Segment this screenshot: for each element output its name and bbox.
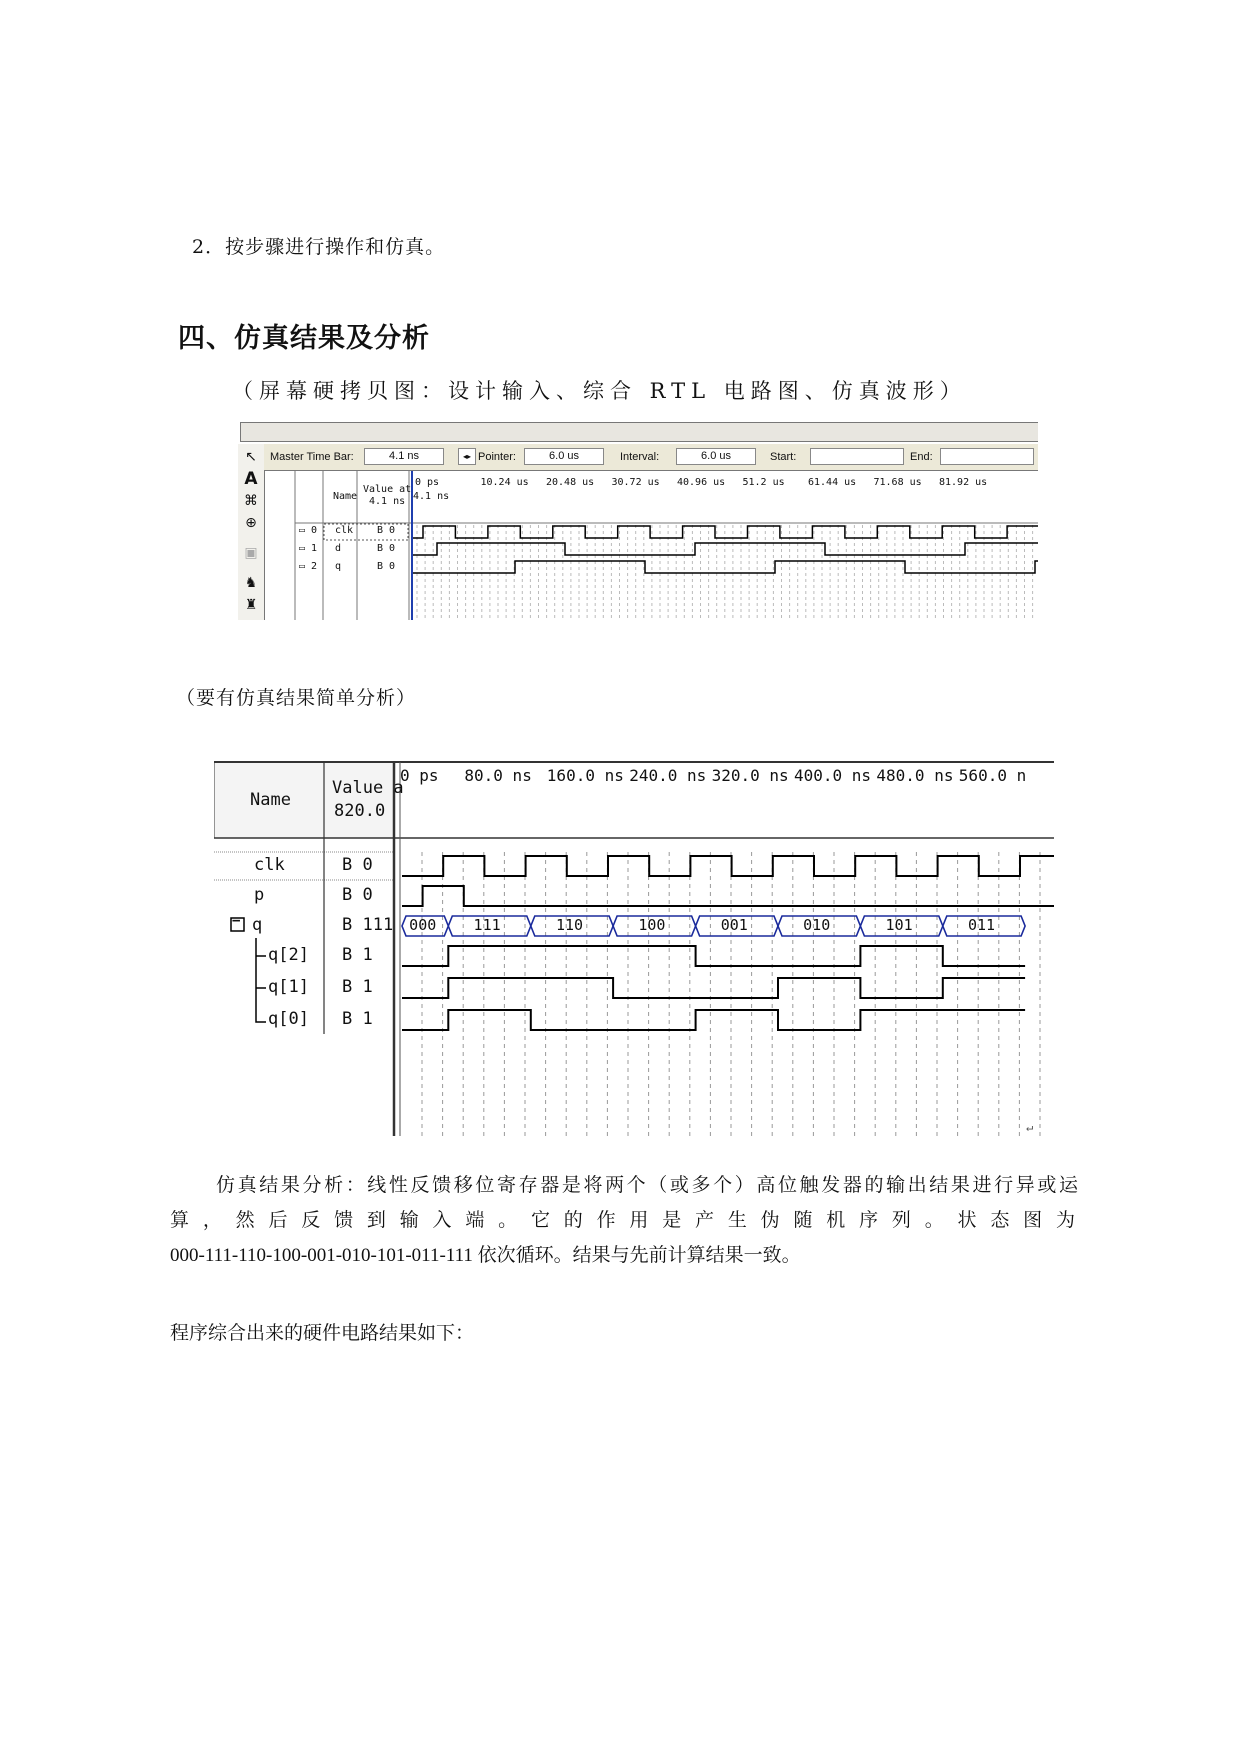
analysis-line-3: 000-111-110-100-001-010-101-011-111 依次循环。结果与先前计算结果一致。 [170,1245,801,1266]
clk-waveform [413,526,1038,538]
time-tick-label: 20.48 us [546,477,595,488]
signal-type-icon: ▭ [299,525,306,536]
time-tick-label: 51.2 us [742,477,785,488]
signal-value: B 0 [377,543,396,554]
header-panel [214,762,394,838]
pointer-field[interactable]: 6.0 us [524,448,604,465]
value-column-header-2: 820.0 [334,801,386,821]
signal-name[interactable]: d [335,543,342,554]
analysis-line-2: 算，然后反馈到输入端。它的作用是产生伪随机序列。状态图为 [170,1209,1078,1231]
value-column-header-1: Value at [363,484,412,495]
time-tick-label: 560.0 n [958,766,1027,785]
time-tick-label: 160.0 ns [546,766,624,785]
signal-value: B 1 [342,977,373,997]
time-bar-controls [264,444,1038,471]
analysis-line-1: 仿真结果分析：线性反馈移位寄存器是将两个（或多个）高位触发器的输出结果进行异或运 [216,1174,1078,1196]
time-tick-label: 0 ps [400,766,439,785]
time-tick-label: 61.44 us [808,477,857,488]
collapse-icon[interactable]: − [232,913,241,929]
value-column-header-2: 4.1 ns [369,496,406,507]
bus-value-label: 010 [803,916,831,934]
start-label: Start: [770,451,797,463]
interval-field[interactable]: 6.0 us [676,448,756,465]
signal-type-icon: ▭ [299,561,306,572]
time-tick-label: 10.24 us [480,477,529,488]
analysis-paragraph [170,1168,1078,1273]
bus-value-label: 001 [720,916,748,934]
name-column-header: Name [250,790,291,810]
bus-value-label: 000 [409,916,437,934]
value-column-header-1: Value a [332,778,404,798]
pointer-label: Pointer: [478,451,516,463]
signal-value: B 1 [342,1009,373,1029]
q0-waveform [402,1010,1025,1030]
signal-index: 0 [311,525,318,536]
time-tick-label: 71.68 us [873,477,922,488]
request-text: （要有仿真结果简单分析） [176,687,417,709]
signal-name[interactable]: clk [254,855,285,875]
bus-value-label: 101 [885,916,913,934]
signal-type-icon: ▭ [299,543,306,554]
signal-value: B 0 [377,561,396,572]
end-field[interactable] [940,448,1034,465]
step-text: 2．按步骤进行操作和仿真。 [192,236,446,258]
signal-name[interactable]: q[2] [268,945,309,965]
master-time-bar-field[interactable]: 4.1 ns [364,448,444,465]
signal-index: 1 [311,543,318,554]
signal-value: B 0 [342,855,373,875]
bus-value-label: 111 [473,916,501,934]
signal-value: B 0 [377,525,396,536]
waveform-editing-tool-icon[interactable]: ⌘ [244,493,258,509]
q2-waveform [402,946,1025,966]
signal-name[interactable]: q[0] [268,1009,309,1029]
time-tick-label: 320.0 ns [711,766,789,785]
signal-name[interactable]: p [254,885,265,905]
bus-value-label: 011 [967,916,996,934]
cursor-time-label: 4.1 ns [413,491,450,502]
waveform-screenshot-1 [230,422,1038,620]
copy-icon[interactable]: ▣ [244,545,258,561]
p-waveform [402,886,1054,906]
time-bar-arrows[interactable]: ◂▸ [458,448,476,465]
time-tick-label: 40.96 us [677,477,726,488]
signal-name[interactable]: q[1] [268,977,309,997]
end-label: End: [910,451,933,463]
signal-name[interactable]: q [252,915,263,935]
waveform-screenshot-2 [214,742,1054,1136]
bus-value-label: 100 [638,916,666,934]
top-margin [214,742,1054,762]
zoom-tool-icon[interactable]: ⊕ [245,515,257,531]
program-text: 程序综合出来的硬件电路结果如下： [170,1322,475,1344]
signal-index: 2 [311,561,318,572]
time-tick-label: 30.72 us [611,477,660,488]
waveform-grid-1 [264,470,1038,620]
tree-connector [256,938,266,1022]
time-tick-label: 0 ps [415,477,440,488]
selection-tool-icon[interactable]: ↖ [245,449,257,465]
section-subtitle: （屏幕硬拷贝图：设计输入、综合 RTL 电路图、仿真波形） [232,379,967,403]
start-field[interactable] [810,448,904,465]
return-mark: ↵ [1026,1120,1034,1134]
signal-value: B 1 [342,945,373,965]
clk-waveform [402,856,1054,876]
section-heading: 四、仿真结果及分析 [178,323,430,354]
q1-waveform [402,978,1025,998]
master-time-bar-label: Master Time Bar: [270,451,354,463]
text-tool-icon[interactable]: A [244,469,258,489]
time-tick-label: 240.0 ns [629,766,707,785]
time-tick-label: 480.0 ns [876,766,954,785]
time-tick-label: 81.92 us [939,477,988,488]
d-waveform [413,543,1038,555]
signal-value: B 0 [342,885,373,905]
time-tick-label: 400.0 ns [794,766,872,785]
find-icon[interactable]: ♞ [244,575,258,591]
interval-label: Interval: [620,451,660,463]
bus-value-label: 110 [555,916,584,934]
time-tick-label: 80.0 ns [464,766,532,785]
replace-icon[interactable]: ♜ [244,597,258,613]
q-waveform [413,561,1038,573]
window-top-strip [240,422,1038,442]
signal-name[interactable]: q [335,561,342,572]
signal-name[interactable]: clk [335,525,354,536]
waveform-toolbar [238,444,264,620]
name-column-header: Name [333,491,358,502]
signal-value: B 111 [342,915,394,935]
